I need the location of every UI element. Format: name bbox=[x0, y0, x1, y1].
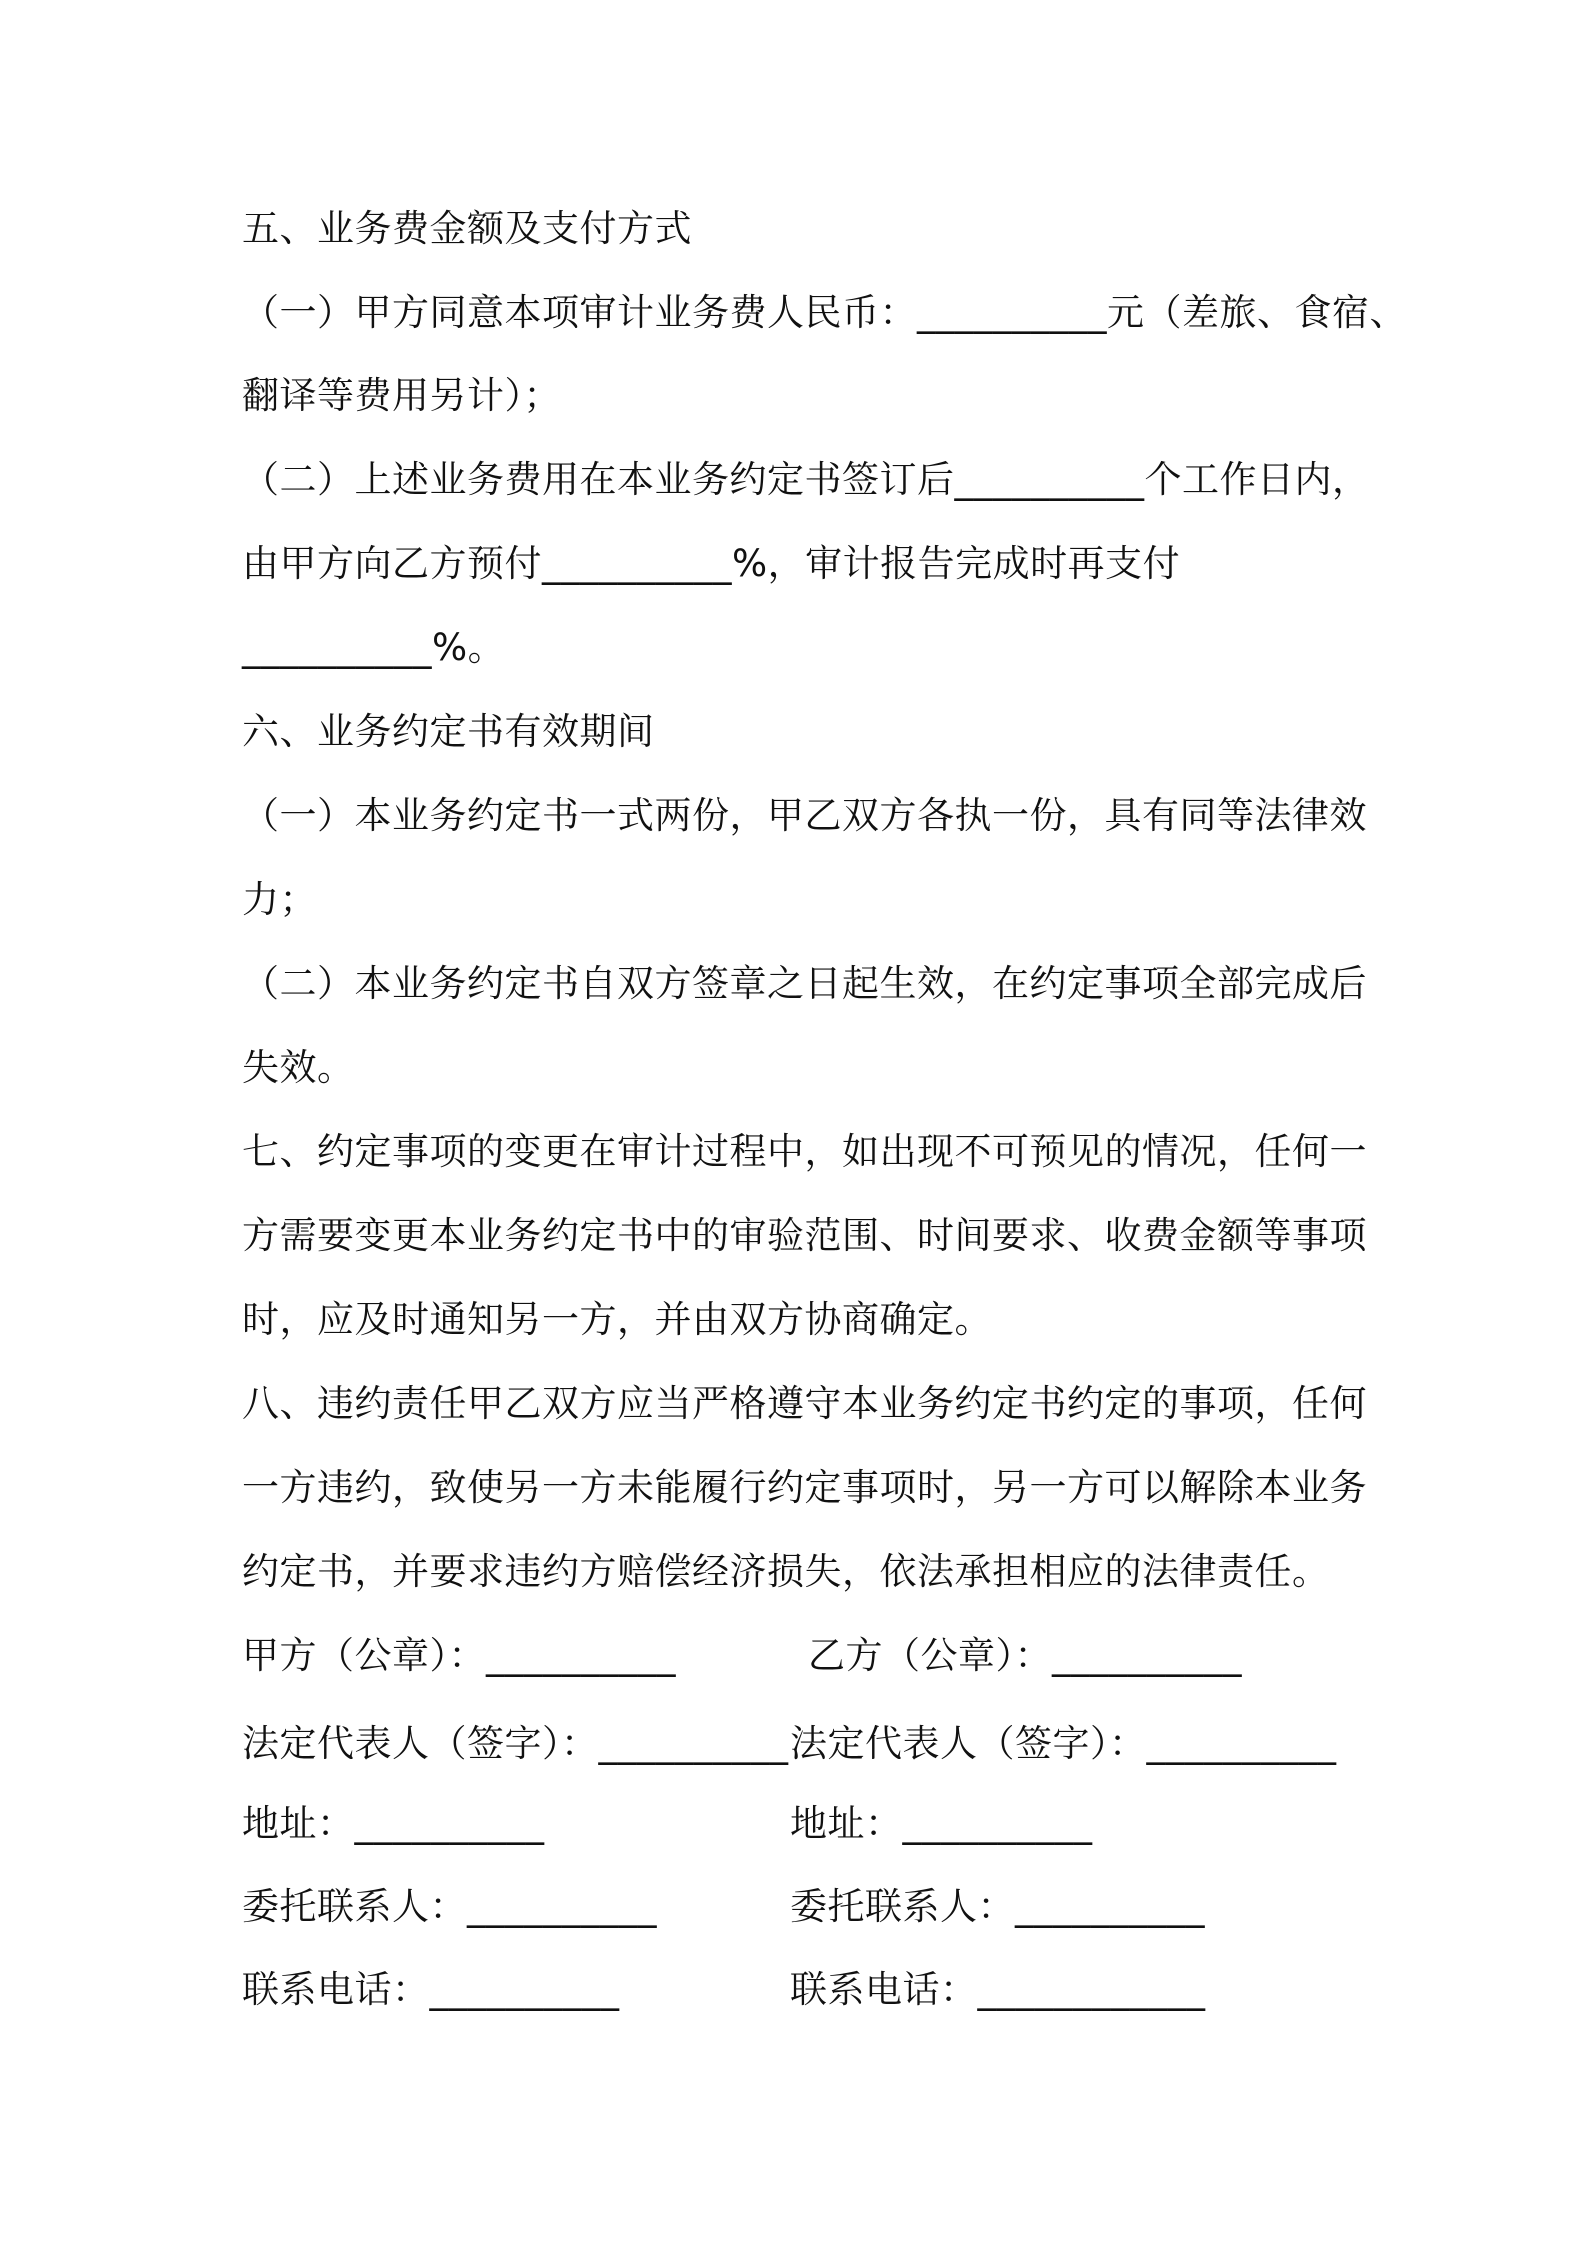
party-b-seal-field: 乙方（公章）：__________ bbox=[808, 1634, 1242, 1677]
section-5-item-2-line-3: __________%。 bbox=[242, 626, 506, 669]
section-6-item-1-line-1: （一）本业务约定书一式两份，甲乙双方各执一份，具有同等法律效 bbox=[242, 794, 1367, 837]
section-6-heading: 六、业务约定书有效期间 bbox=[242, 710, 655, 753]
section-6-item-2-line-1: （二）本业务约定书自双方签章之日起生效，在约定事项全部完成后 bbox=[242, 962, 1367, 1005]
section-6-item-2-line-2: 失效。 bbox=[242, 1046, 355, 1089]
party-a-contact-field: 委托联系人：__________ bbox=[242, 1885, 657, 1928]
party-b-contact-field: 委托联系人：__________ bbox=[790, 1885, 1205, 1928]
party-a-address-field: 地址：__________ bbox=[242, 1802, 545, 1845]
section-7-line-2: 方需要变更本业务约定书中的审验范围、时间要求、收费金额等事项 bbox=[242, 1214, 1367, 1257]
section-5-item-1-line-1: （一）甲方同意本项审计业务费人民币：__________元（差旅、食宿、 bbox=[242, 291, 1407, 334]
section-5-item-2-line-2: 由甲方向乙方预付__________%，审计报告完成时再支付 bbox=[242, 542, 1181, 585]
section-5-heading: 五、业务费金额及支付方式 bbox=[242, 207, 692, 250]
section-6-item-1-line-2: 力； bbox=[242, 878, 317, 921]
party-b-phone-field: 联系电话：____________ bbox=[790, 1968, 1206, 2011]
party-b-address-field: 地址：__________ bbox=[790, 1802, 1093, 1845]
section-8-line-2: 一方违约，致使另一方未能履行约定事项时，另一方可以解除本业务 bbox=[242, 1466, 1367, 1509]
party-a-representative-field: 法定代表人（签字）：__________ bbox=[242, 1722, 789, 1765]
party-b-representative-field: 法定代表人（签字）：__________ bbox=[790, 1722, 1337, 1765]
section-7-line-1: 七、约定事项的变更在审计过程中，如出现不可预见的情况，任何一 bbox=[242, 1130, 1367, 1173]
section-8-line-1: 八、违约责任甲乙双方应当严格遵守本业务约定书约定的事项，任何 bbox=[242, 1382, 1367, 1425]
party-a-phone-field: 联系电话：__________ bbox=[242, 1968, 620, 2011]
party-a-seal-field: 甲方（公章）：__________ bbox=[242, 1634, 676, 1677]
section-8-line-3: 约定书，并要求违约方赔偿经济损失，依法承担相应的法律责任。 bbox=[242, 1550, 1330, 1593]
section-7-line-3: 时，应及时通知另一方，并由双方协商确定。 bbox=[242, 1298, 992, 1341]
section-5-item-1-line-2: 翻译等费用另计）； bbox=[242, 374, 561, 417]
section-5-item-2-line-1: （二）上述业务费用在本业务约定书签订后__________个工作日内， bbox=[242, 458, 1370, 501]
